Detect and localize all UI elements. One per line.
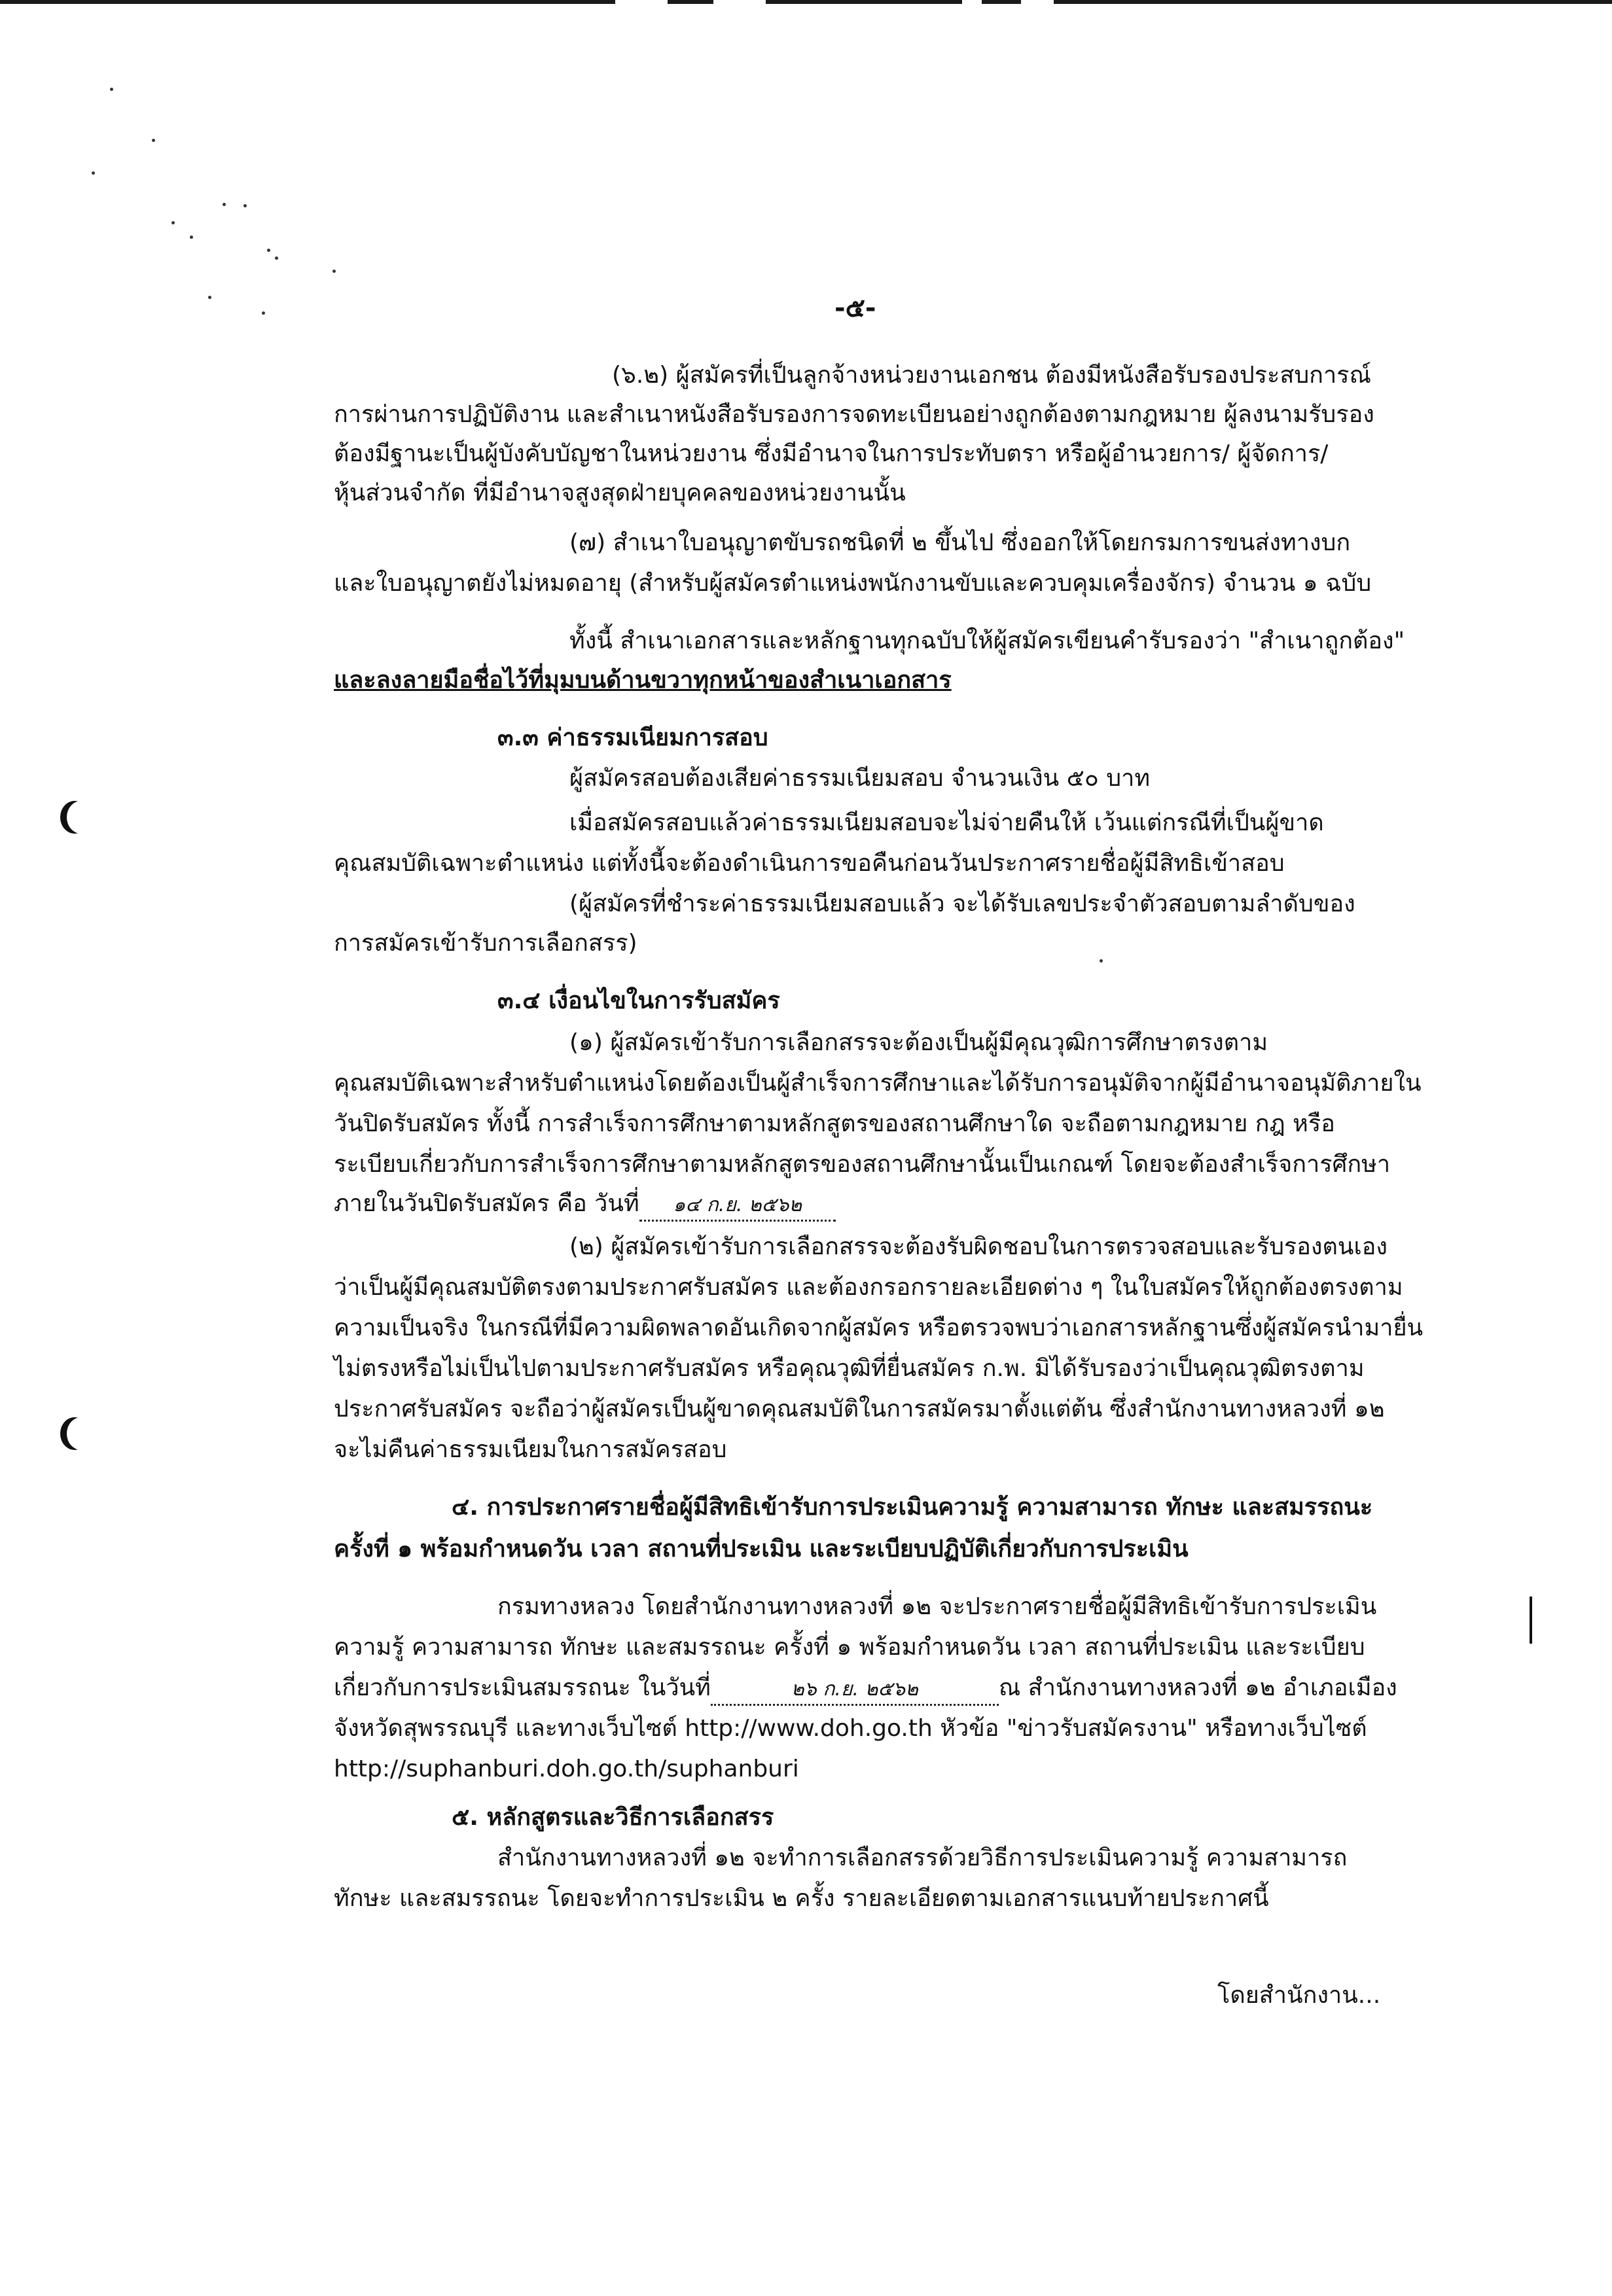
- hole-punch-mark: [67, 1417, 96, 1450]
- scan-speck: [332, 270, 336, 273]
- scan-edge-mark: [0, 0, 615, 4]
- text-line: และลงลายมือชื่อไว้ที่มุมบนด้านขวาทุกหน้าของสำเนาเอกสาร: [334, 667, 952, 694]
- scan-edge-mark: [766, 0, 962, 4]
- close-date-blank: [639, 1190, 836, 1222]
- scan-speck: [1100, 959, 1103, 963]
- close-date-handwritten: ๑๔ ก.ย. ๒๕๖๒: [673, 1193, 802, 1216]
- text-line: การสมัครเข้ารับการเลือกสรร): [334, 930, 637, 957]
- text-line: ความเป็นจริง ในกรณีที่มีความผิดพลาดอันเกิดจากผู้สมัคร หรือตรวจพบว่าเอกสารหลักฐานซึ่งผู้สมัครนำมายื่น: [334, 1315, 1424, 1341]
- announce-date-prefix: เกี่ยวกับการประเมินสมรรถนะ ในวันที่: [334, 1674, 711, 1701]
- announce-date-handwritten: ๒๖ ก.ย. ๒๕๖๒: [791, 1678, 918, 1701]
- text-line: ต้องมีฐานะเป็นผู้บังคับบัญชาในหน่วยงาน ซึ่งมีอำนาจในการประทับตรา หรือผู้อำนวยการ/ ผู้จัดการ/: [334, 440, 1329, 467]
- text-line: ประกาศรับสมัคร จะถือว่าผู้สมัครเป็นผู้ขาดคุณสมบัติในการสมัครมาตั้งแต่ต้น ซึ่งสำนักงานทางหลวงที่ ๑๒: [334, 1396, 1385, 1422]
- text-line: ๓.๔ เงื่อนไขในการรับสมัคร: [497, 987, 780, 1014]
- text-line: ครั้งที่ ๑ พร้อมกำหนดวัน เวลา สถานที่ประเมิน และระเบียบปฏิบัติเกี่ยวกับการประเมิน: [334, 1536, 1189, 1563]
- text-line: ทักษะ และสมรรถนะ โดยจะทำการประเมิน ๒ ครั้ง รายละเอียดตามเอกสารแนบท้ายประกาศนี้: [334, 1885, 1269, 1912]
- text-line: ๓.๓ ค่าธรรมเนียมการสอบ: [497, 724, 768, 751]
- scan-speck: [171, 221, 175, 224]
- scan-speck: [190, 236, 193, 239]
- margin-mark: [1530, 1597, 1532, 1644]
- hole-punch-mark: [67, 801, 96, 834]
- text-line: ไม่ตรงหรือไม่เป็นไปตามประกาศรับสมัคร หรือคุณวุฒิที่ยื่นสมัคร ก.พ. มิได้รับรองว่าเป็นคุณวุฒิตรงตาม: [334, 1355, 1365, 1382]
- text-line: ๕. หลักสูตรและวิธีการเลือกสรร: [452, 1804, 774, 1831]
- text-line: (๗) สำเนาใบอนุญาตขับรถชนิดที่ ๒ ขึ้นไป ซึ่งออกให้โดยกรมการขนส่งทางบก: [569, 529, 1351, 556]
- scan-speck: [243, 204, 247, 207]
- text-line: จังหวัดสุพรรณบุรี และทางเว็บไซต์ http://www.doh.go.th หัวข้อ "ข่าวรับสมัครงาน" หรือทางเว็บไซต์: [334, 1715, 1367, 1742]
- text-line: หุ้นส่วนจำกัด ที่มีอำนาจสูงสุดฝ่ายบุคคลของหน่วยงานนั้น: [334, 480, 906, 506]
- scan-edge-mark: [668, 0, 713, 4]
- text-line: และใบอนุญาตยังไม่หมดอายุ (สำหรับผู้สมัครตำแหน่งพนักงานขับและควบคุมเครื่องจักร) จำนวน ๑ ฉบับ: [334, 570, 1372, 597]
- text-line: คุณสมบัติเฉพาะสำหรับตำแหน่งโดยต้องเป็นผู้สำเร็จการศึกษาและได้รับการอนุมัติจากผู้มีอำนาจอนุมัติภายใน: [334, 1070, 1422, 1097]
- scan-speck: [267, 249, 270, 252]
- scan-speck: [92, 171, 95, 175]
- text-line: (๒) ผู้สมัครเข้ารับการเลือกสรรจะต้องรับผิดชอบในการตรวจสอบและรับรองตนเอง: [569, 1233, 1388, 1260]
- scan-speck: [262, 311, 265, 315]
- text-line: ผู้สมัครสอบต้องเสียค่าธรรมเนียมสอบ จำนวนเงิน ๕๐ บาท: [569, 765, 1151, 792]
- announce-date-suffix: ณ สำนักงานทางหลวงที่ ๑๒ อำเภอเมือง: [998, 1674, 1397, 1701]
- text-line: http://suphanburi.doh.go.th/suphanburi: [334, 1756, 799, 1782]
- text-line: จะไม่คืนค่าธรรมเนียมในการสมัครสอบ: [334, 1436, 727, 1463]
- text-line: กรมทางหลวง โดยสำนักงานทางหลวงที่ ๑๒ จะประกาศรายชื่อผู้มีสิทธิเข้ารับการประเมิน: [497, 1593, 1377, 1620]
- announce-date-blank: [711, 1674, 999, 1706]
- scan-edge-mark: [1054, 0, 1612, 4]
- scan-speck: [152, 139, 155, 142]
- text-line: วันปิดรับสมัคร ทั้งนี้ การสำเร็จการศึกษาตามหลักสูตรของสถานศึกษาใด จะถือตามกฎหมาย กฎ หรือ: [334, 1110, 1335, 1137]
- page-number: -๕-: [834, 293, 876, 323]
- text-line: ระเบียบเกี่ยวกับการสำเร็จการศึกษาตามหลักสูตรของสถานศึกษานั้นเป็นเกณฑ์ โดยจะต้องสำเร็จการศึกษา: [334, 1151, 1391, 1178]
- scan-speck: [223, 203, 226, 206]
- scan-speck: [208, 296, 211, 299]
- text-line: ๔. การประกาศรายชื่อผู้มีสิทธิเข้ารับการประเมินความรู้ ความสามารถ ทักษะ และสมรรถนะ: [452, 1494, 1373, 1521]
- text-line: การผ่านการปฏิบัติงาน และสำเนาหนังสือรับรองการจดทะเบียนอย่างถูกต้องตามกฎหมาย ผู้ลงนามรับรอง: [334, 401, 1374, 428]
- text-line: สำนักงานทางหลวงที่ ๑๒ จะทำการเลือกสรรด้วยวิธีการประเมินความรู้ ความสามารถ: [497, 1845, 1348, 1871]
- close-date-line: [334, 1190, 836, 1222]
- close-date-prefix: ภายในวันปิดรับสมัคร คือ วันที่: [334, 1190, 639, 1217]
- text-line: ทั้งนี้ สำเนาเอกสารและหลักฐานทุกฉบับให้ผู้สมัครเขียนคำรับรองว่า "สำเนาถูกต้อง": [569, 627, 1405, 654]
- text-line: ว่าเป็นผู้มีคุณสมบัติตรงตามประกาศรับสมัคร และต้องกรอกรายละเอียดต่าง ๆ ในใบสมัครให้ถูกต้องตรงตาม: [334, 1274, 1403, 1301]
- scan-speck: [275, 256, 278, 260]
- scan-edge-mark: [982, 0, 1021, 4]
- announce-date-line: [334, 1674, 1397, 1706]
- text-line: โดยสำนักงาน...: [1217, 1982, 1381, 2009]
- text-line: (ผู้สมัครที่ชำระค่าธรรมเนียมสอบแล้ว จะได้รับเลขประจำตัวสอบตามลำดับของ: [569, 891, 1355, 917]
- text-line: (๑) ผู้สมัครเข้ารับการเลือกสรรจะต้องเป็นผู้มีคุณวุฒิการศึกษาตรงตาม: [569, 1029, 1268, 1056]
- text-line: เมื่อสมัครสอบแล้วค่าธรรมเนียมสอบจะไม่จ่ายคืนให้ เว้นแต่กรณีที่เป็นผู้ขาด: [569, 809, 1324, 836]
- text-line: (๖.๒) ผู้สมัครที่เป็นลูกจ้างหน่วยงานเอกชน ต้องมีหนังสือรับรองประสบการณ์: [612, 362, 1371, 389]
- text-line: ความรู้ ความสามารถ ทักษะ และสมรรถนะ ครั้งที่ ๑ พร้อมกำหนดวัน เวลา สถานที่ประเมิน และระเบียบ: [334, 1634, 1365, 1661]
- text-line: คุณสมบัติเฉพาะตำแหน่ง แต่ทั้งนี้จะต้องดำเนินการขอคืนก่อนวันประกาศรายชื่อผู้มีสิทธิเข้าสอบ: [334, 850, 1285, 877]
- scan-speck: [110, 88, 113, 91]
